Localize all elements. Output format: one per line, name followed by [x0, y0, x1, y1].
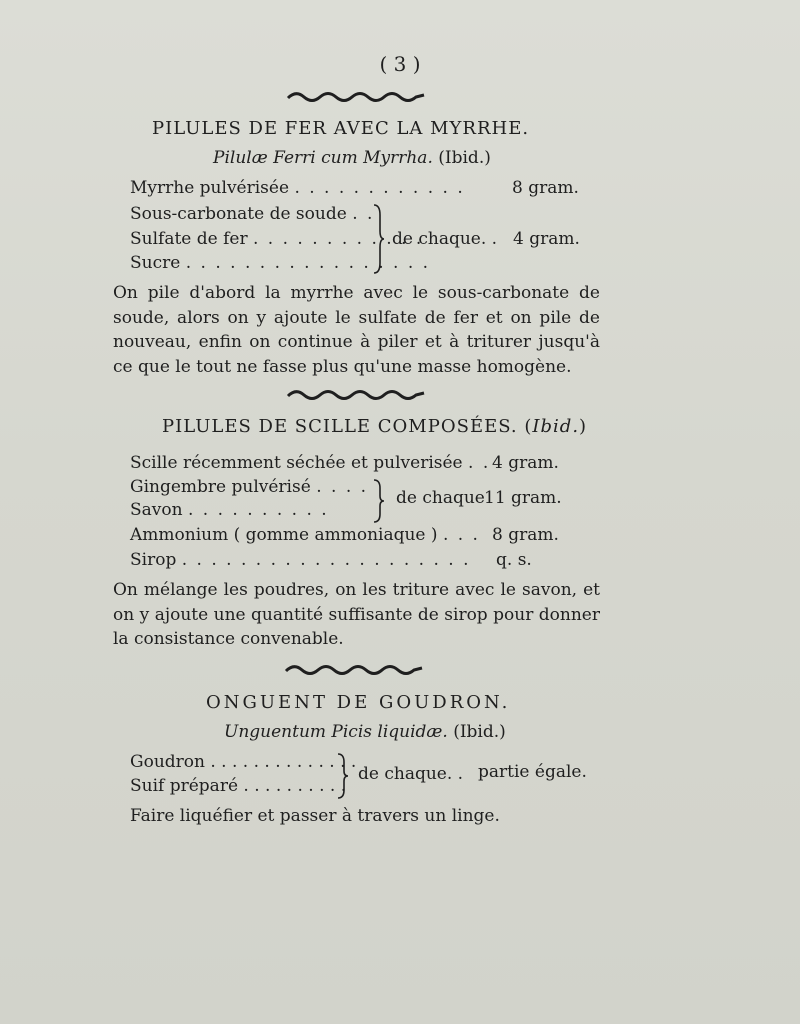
section-title-onguent: ONGUENT DE GOUDRON. [206, 692, 511, 713]
group-qty: partie égale. [478, 762, 587, 782]
brace-icon [370, 478, 386, 524]
page-number: ( 3 ) [379, 52, 421, 76]
section-subtitle-onguent [224, 722, 506, 742]
group-label: de chaque. . [358, 764, 464, 784]
ingredient-qty: 4 gram. [492, 453, 559, 473]
reference: (Ibid.) [438, 148, 491, 168]
ingredient-line: Sirop . . . . . . . . . . . . . . . . . . . . [130, 550, 471, 570]
group-label: de chaque. . [392, 229, 498, 249]
ingredient-line: Goudron . . . . . . . . . . . . . . [130, 752, 357, 772]
ingredient-line: Scille récemment séchée et pulverisée . . [130, 453, 491, 473]
brace-icon [370, 203, 386, 275]
instructions-paragraph: On pile d'abord la myrrhe avec le sous-carbonate de soude, alors on y ajoute le sulfate de fer et on pile de nouveau, enfin on continue à piler et à triturer jusqu'à ce que le tout ne fasse plus qu'une masse homogène. [113, 283, 600, 377]
reference: (Ibid.) [453, 722, 506, 742]
ingredient-line: Ammonium ( gomme ammoniaque ) . . . [130, 525, 480, 545]
ornament-divider-icon [284, 663, 424, 677]
section-title-pilules-fer: PILULES DE FER AVEC LA MYRRHE. [152, 118, 530, 139]
ornament-divider-icon [286, 388, 426, 402]
instructions-paragraph: On mélange les poudres, on les triture avec le savon, et on y ajoute une quantité suffisante de sirop pour donner la consistance convenable. [113, 580, 600, 649]
latin-name: Unguentum Picis liquidæ. [224, 722, 448, 742]
ingredient-line: Sucre . . . . . . . . . . . . . . . . . [130, 253, 431, 273]
instructions-paragraph: Faire liquéfier et passer à travers un linge. [130, 806, 500, 826]
group-label: de chaque [396, 488, 485, 508]
section-title-pilules-scille: PILULES DE SCILLE COMPOSÉES. (Ibid.) [162, 416, 588, 437]
ingredient-line: Myrrhe pulvérisée . . . . . . . . . . . . [130, 178, 465, 198]
ingredient-line: Sous-carbonate de soude . . [130, 204, 375, 224]
ingredient-line: Savon . . . . . . . . . . [130, 500, 329, 520]
ingredient-qty: q. s. [496, 550, 532, 570]
ingredient-qty: 8 gram. [492, 525, 559, 545]
ingredient-line: Suif préparé . . . . . . . . . . [130, 776, 347, 796]
group-qty: 11 gram. [484, 488, 562, 508]
ingredient-line: Sulfate de fer . . . . . . . . . . . . [130, 229, 424, 249]
group-qty: 4 gram. [513, 229, 580, 249]
section-subtitle-pilules-fer [213, 148, 491, 168]
brace-icon [334, 752, 350, 800]
ingredient-line: Gingembre pulvérisé . . . . [130, 477, 369, 497]
ingredient-qty: 8 gram. [512, 178, 579, 198]
ornament-divider-icon [286, 90, 426, 104]
latin-name: Pilulæ Ferri cum Myrrha. [213, 148, 433, 168]
